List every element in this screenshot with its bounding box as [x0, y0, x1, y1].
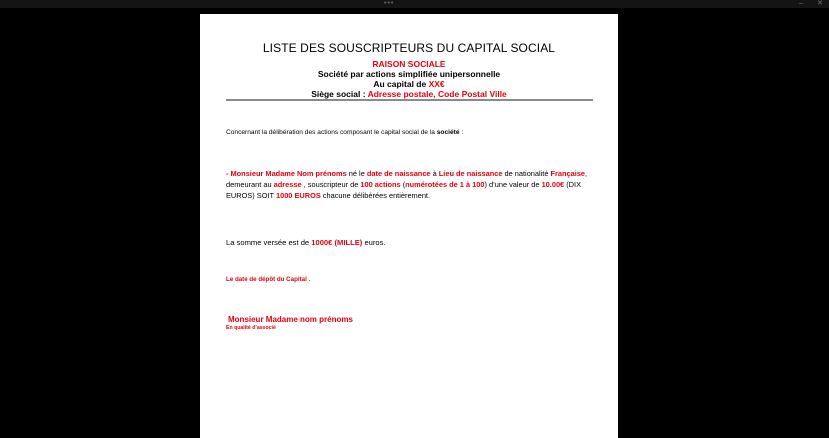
sum-amount: 1000€ (MILLE): [311, 238, 363, 247]
intro-bold: société: [436, 129, 460, 136]
address: adresse: [273, 180, 302, 189]
birth-place: Lieu de naissance: [438, 169, 503, 178]
subscriber-name: Monsieur Madame Nom prénoms: [230, 169, 347, 178]
share-count: 100 actions: [360, 180, 401, 189]
subscriber-text-1: né le: [346, 169, 367, 178]
signatory-role: En qualité d’associé: [226, 325, 276, 331]
viewer-toolbar: [0, 0, 829, 8]
capital-label: Au capital de: [373, 79, 429, 89]
subscriber-text-5: , souscripteur de: [301, 180, 361, 189]
nationality: Française: [550, 169, 586, 178]
subscriber-paragraph: [226, 168, 596, 201]
sum-paragraph: [226, 237, 596, 248]
capital-line: [200, 79, 618, 89]
siege-value: Adresse postale, Code Postal Ville: [367, 89, 507, 99]
subscriber-text-4: , demeurant au: [226, 169, 588, 189]
subscriber-text-8: (DIX EUROS) SOIT: [226, 180, 582, 200]
raison-sociale: RAISON SOCIALE: [372, 59, 446, 69]
sum-end: euros.: [362, 238, 386, 247]
share-numbering: numérotées de 1 à 100: [405, 180, 485, 189]
minimize-icon[interactable]: ‒: [799, 0, 803, 7]
header-divider: [226, 99, 593, 101]
total-value: 1000 EUROS: [275, 191, 321, 200]
document-title: LISTE DES SOUSCRIPTEURS DU CAPITAL SOCIAL: [262, 41, 556, 55]
siege-line: [200, 89, 618, 99]
birth-date: date de naissance: [366, 169, 431, 178]
siege-label: Siège social :: [311, 89, 368, 99]
signatory-name: Monsieur Madame nom prénoms: [228, 315, 353, 324]
company-type: Société par actions simplifiée unipersonnelle: [317, 69, 501, 79]
intro-paragraph: [226, 127, 596, 138]
intro-text: Concernant la délibération des actions composant le capital social de la: [226, 129, 437, 136]
subscriber-dash: -: [226, 169, 231, 178]
subscriber-text-9: chacune délibérées entièrement.: [320, 191, 431, 200]
subscriber-text-7: ) d’une valeur de: [484, 180, 542, 189]
drag-handle-icon[interactable]: •••: [384, 0, 395, 7]
close-icon[interactable]: ✕: [817, 0, 823, 7]
document-page: [200, 14, 618, 438]
capital-value: XX€: [428, 79, 445, 89]
subscriber-text-6: (: [400, 180, 406, 189]
subscriber-text-3: de nationalité: [502, 169, 551, 178]
deposit-date: Le date de dépôt du Capital .: [226, 276, 311, 283]
intro-end: :: [459, 129, 464, 136]
unit-value: 10.00€: [541, 180, 565, 189]
subscriber-text-2: à: [430, 169, 439, 178]
sum-text: La somme versée est de: [226, 238, 312, 247]
